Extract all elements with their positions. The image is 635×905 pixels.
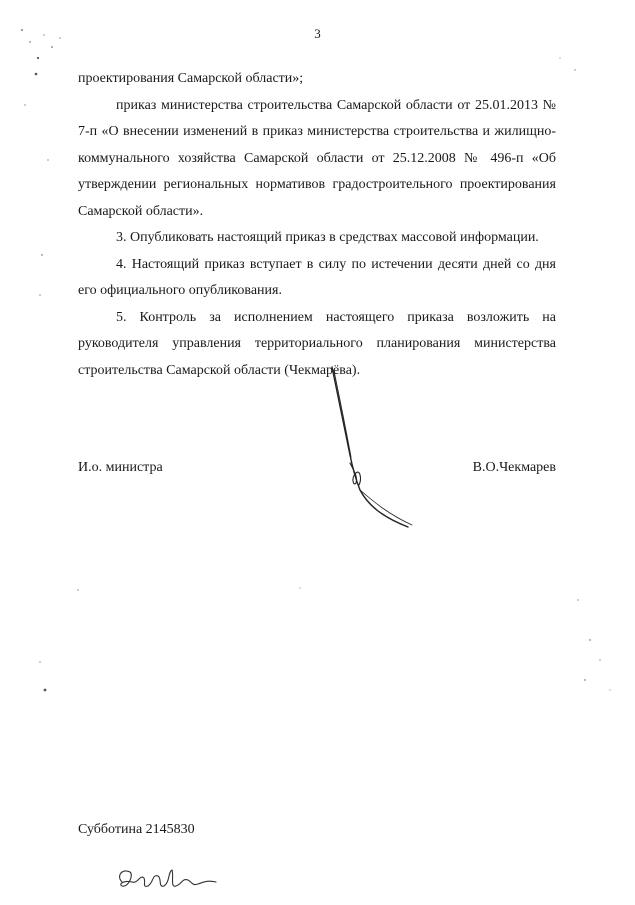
- page-number: 3: [314, 26, 321, 41]
- position-title: И.о. министра: [78, 460, 163, 475]
- executor-info: Субботина 2145830: [78, 822, 195, 837]
- paragraph-item-4: 4. Настоящий приказ вступает в силу по истечении десяти дней со дня его официального опубликования.: [78, 256, 556, 298]
- paragraph-item-3: 3. Опубликовать настоящий приказ в средствах массовой информации.: [116, 230, 539, 245]
- paragraph-item-5: 5. Контроль за исполнением настоящего приказа возложить на руководителя управления территориального планирования министерства строительства Самарской области (Чекмарёва).: [78, 309, 556, 378]
- document-body: [78, 66, 556, 384]
- handwritten-signature: [320, 365, 420, 535]
- executor-handwritten-mark: [112, 860, 222, 900]
- signer-name: В.О.Чекмарев: [472, 460, 556, 475]
- paragraph-order-reference: приказ министерства строительства Самарской области от 25.01.2013 № 7-п «О внесении изменений в приказ министерства строительства и жилищно-коммунального хозяйства Самарской области от 25.12.2008 № 496-п «Об утверждении региональных нормативов градостроительного проектирования Самарской области».: [78, 97, 556, 219]
- paragraph-continuation: проектирования Самарской области»;: [78, 71, 304, 86]
